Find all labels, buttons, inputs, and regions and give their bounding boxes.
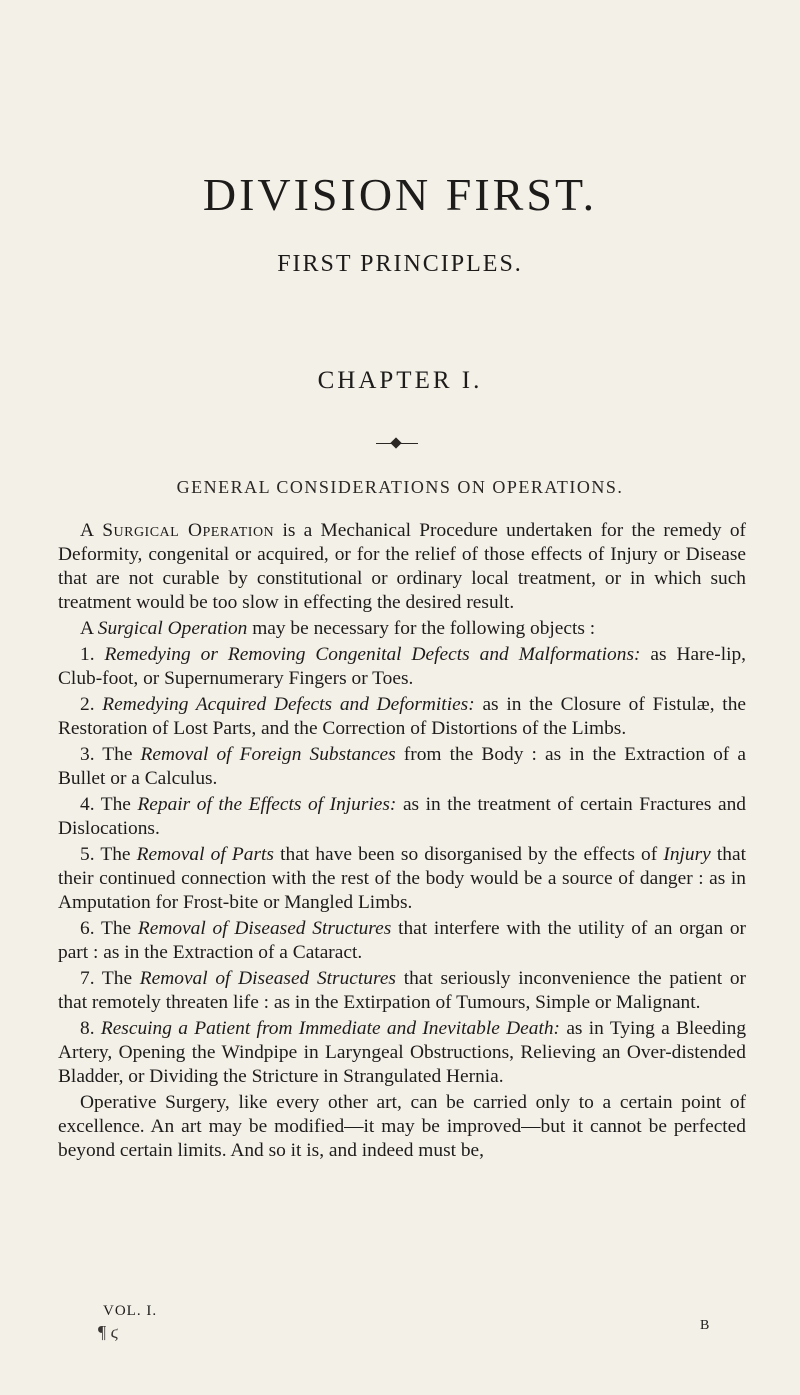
item-text: as in the treatment of certain Fractures and Dislocations.: [58, 794, 746, 839]
volume-label: VOL. I.: [103, 1303, 158, 1319]
item-text: as Hare-lip, Club-foot, or Supernumerary Fingers or Toes.: [58, 644, 747, 689]
item-number: 7. The: [80, 968, 140, 989]
list-item: [58, 1017, 746, 1089]
chapter-title: CHAPTER I.: [317, 367, 483, 394]
intro-paragraph: [58, 519, 746, 615]
item-text: as in the Closure of Fistulæ, the Restoration of Lost Parts, and the Correction of Distortions of the Limbs.: [58, 694, 746, 739]
item-text: that have been so disorganised by the effects of: [273, 844, 664, 865]
item-text: that seriously inconvenience the patient or that remotely threaten life : as in the Extirpation of Tumours, Simple or Malignant.: [58, 968, 747, 1013]
division-title: DIVISION FIRST.: [202, 169, 598, 220]
list-item: [58, 793, 746, 841]
item-number: 6. The: [80, 918, 138, 939]
ornament-diamond-icon: [390, 437, 401, 448]
objects-emphasis: Surgical Operation: [97, 618, 248, 639]
objects-paragraph: [58, 617, 746, 641]
body-text: [58, 519, 746, 1165]
closing-paragraph: Operative Surgery, like every other art, can be carried only to a certain point of excellence. An art may be modified—it may be improved—but it cannot be perfected beyond certain limits. And so it is, and indeed must be,: [58, 1092, 746, 1161]
objects-text-b: may be necessary for the following objects :: [247, 618, 596, 639]
principles-title: FIRST PRINCIPLES.: [277, 251, 523, 277]
item-text: from the Body : as in the Extraction of a Bullet or a Calculus.: [58, 744, 746, 789]
list-item: [58, 693, 746, 741]
item-title: Remedying Acquired Defects and Deformities:: [102, 694, 475, 715]
item-title: Remedying or Removing Congenital Defects and Malformations:: [104, 644, 641, 665]
list-item: [58, 643, 746, 691]
chapter-ornament: [0, 438, 800, 450]
item-number: 1.: [80, 644, 105, 665]
item-number: 4. The: [80, 794, 138, 815]
item-number: 2.: [80, 694, 103, 715]
item-text-2: that their continued connection with the rest of the body would be a source of danger : as in Amputation for Frost-bite or Mangled Limbs.: [58, 844, 746, 913]
section-heading: GENERAL CONSIDERATIONS ON OPERATIONS.: [176, 477, 624, 497]
objects-text-a: A: [80, 618, 98, 639]
list-item: [58, 917, 746, 965]
item-title: Removal of Diseased Structures: [139, 968, 396, 989]
item-title-2: Injury: [663, 844, 711, 865]
item-title: Removal of Foreign Substances: [140, 744, 396, 765]
item-title: Rescuing a Patient from Immediate and Inevitable Death:: [100, 1018, 561, 1039]
item-title: Removal of Diseased Structures: [137, 918, 392, 939]
intro-lead: A Surgical Operation: [80, 520, 275, 541]
item-number: 5. The: [80, 844, 137, 865]
item-text: as in Tying a Bleeding Artery, Opening the Windpipe in Laryngeal Obstructions, Relieving an Over-distended Bladder, or Dividing the Stricture in Strangulated Hernia.: [58, 1018, 747, 1087]
signature-mark: B: [700, 1318, 710, 1333]
item-title: Repair of the Effects of Injuries:: [137, 794, 397, 815]
item-text: that interfere with the utility of an organ or part : as in the Extraction of a Cataract.: [58, 918, 746, 963]
library-mark: ¶ ϛ: [98, 1322, 119, 1342]
list-item: [58, 743, 746, 791]
intro-text: is a Mechanical Procedure undertaken for the remedy of Deformity, congenital or acquired, or for the relief of those effects of Injury or Disease that are not curable by constitutional or ordinary local treatment, or in which such treatment would be too slow in effecting the desired result.: [58, 520, 746, 613]
item-number: 8.: [80, 1018, 101, 1039]
list-item: [58, 843, 746, 915]
item-title: Removal of Parts: [136, 844, 274, 865]
item-number: 3. The: [80, 744, 141, 765]
list-item: [58, 967, 746, 1015]
